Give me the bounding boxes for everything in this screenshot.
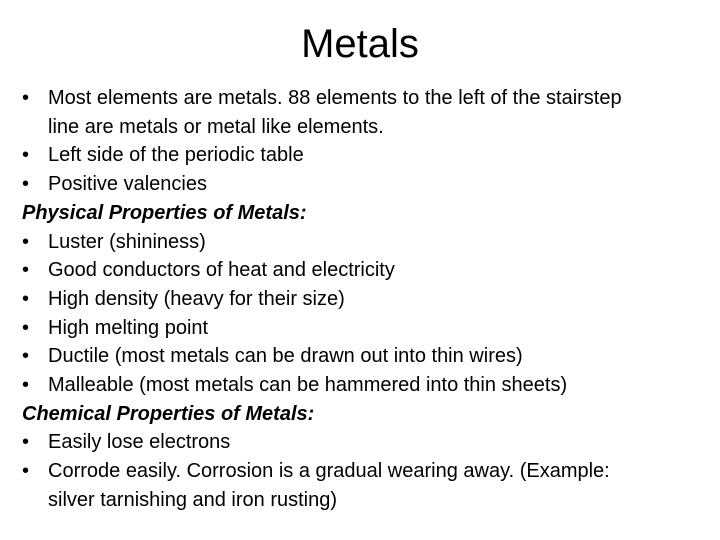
bullet-icon: • <box>22 173 30 196</box>
list-item <box>22 342 712 371</box>
bullet-text: Good conductors of heat and electricity <box>48 259 395 282</box>
bullet-icon: • <box>22 144 30 167</box>
list-item <box>22 256 712 285</box>
bullet-text: High density (heavy for their size) <box>48 287 345 310</box>
bullet-icon: • <box>22 431 30 454</box>
list-item <box>22 371 712 400</box>
bullet-icon: • <box>22 87 30 109</box>
list-item <box>22 228 712 257</box>
bullet-icon: • <box>22 316 30 339</box>
bullet-icon: • <box>22 345 30 368</box>
slide-title: Metals <box>301 22 419 66</box>
bullet-icon: • <box>22 259 30 282</box>
bullet-text: Positive valencies <box>48 173 207 196</box>
bullet-text: Easily lose electrons <box>48 431 231 454</box>
bullet-text: Ductile (most metals can be drawn out into thin wires) <box>48 345 523 368</box>
bullet-text: Luster (shininess) <box>48 230 206 253</box>
bullet-text: Malleable (most metals can be hammered into thin sheets) <box>48 374 568 397</box>
list-item <box>22 141 712 170</box>
bullet-text: High melting point <box>48 316 209 339</box>
list-item <box>22 84 638 141</box>
bullet-text: Left side of the periodic table <box>48 144 304 167</box>
bullet-icon: • <box>22 374 30 397</box>
bullet-icon: • <box>22 287 30 310</box>
bullet-icon: • <box>22 460 30 483</box>
slide-body <box>22 84 712 515</box>
chemical-properties-heading: Chemical Properties of Metals: <box>22 402 315 425</box>
bullet-icon: • <box>22 230 30 253</box>
list-item <box>22 285 712 314</box>
bullet-text: Most elements are metals. 88 elements to the left of the stairstep line are metals or metal like elements. <box>48 87 622 138</box>
list-item <box>22 314 712 343</box>
list-item <box>22 457 620 514</box>
bullet-text: Corrode easily. Corrosion is a gradual wearing away. (Example: silver tarnishing and iron rusting) <box>48 460 610 511</box>
physical-properties-heading: Physical Properties of Metals: <box>22 201 307 224</box>
list-item <box>22 428 712 457</box>
list-item <box>22 170 712 199</box>
